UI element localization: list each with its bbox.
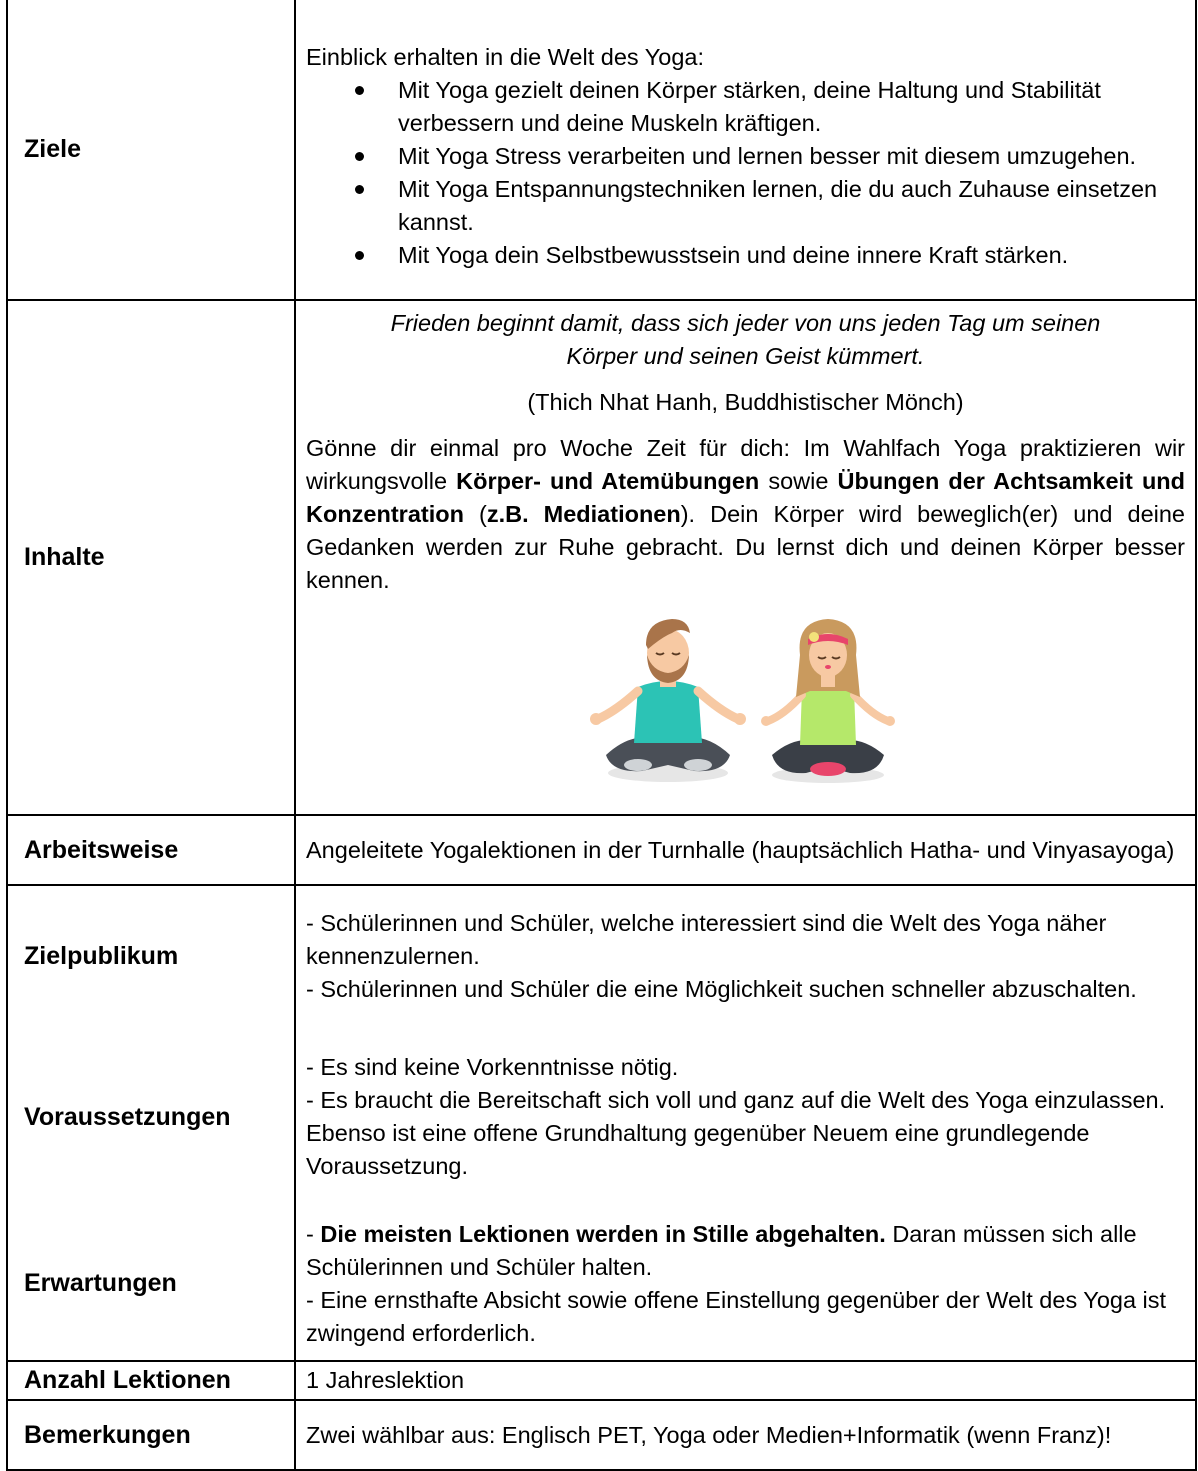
content-voraussetzungen	[295, 1027, 1196, 1207]
erwartungen-rest: Daran müssen sich alle Schülerinnen und Schüler halten.	[306, 1220, 1137, 1280]
erwartungen-prefix: -	[306, 1220, 321, 1247]
list-item: Mit Yoga gezielt deinen Körper stärken, deine Haltung und Stabilität verbessern und deine Muskeln kräftigen.	[398, 74, 1185, 140]
list-item: Mit Yoga Stress verarbeiten und lernen besser mit diesem umzugehen.	[398, 140, 1185, 173]
content-arbeitsweise: Angeleitete Yogalektionen in der Turnhalle (hauptsächlich Hatha- und Vinyasayoga)	[295, 815, 1196, 885]
label-voraussetzungen: Voraussetzungen	[7, 1027, 295, 1207]
label-inhalte: Inhalte	[7, 300, 295, 815]
ziele-bullet-list	[306, 74, 1185, 272]
row-inhalte	[7, 300, 1196, 815]
course-info-table	[6, 0, 1197, 1471]
label-ziele: Ziele	[7, 0, 295, 300]
meditating-woman-icon	[761, 619, 895, 783]
quote-author: (Thich Nhat Hanh, Buddhistischer Mönch)	[527, 389, 964, 415]
description-text: (	[463, 501, 487, 527]
label-erwartungen: Erwartungen	[7, 1207, 295, 1361]
list-item: Mit Yoga dein Selbstbewusstsein und deine innere Kraft stärken.	[398, 239, 1185, 272]
voraussetzungen-line: - Es sind keine Vorkenntnisse nötig.	[306, 1054, 679, 1080]
content-bemerkungen: Zwei wählbar aus: Englisch PET, Yoga oder Medien+Informatik (wenn Franz)!	[295, 1400, 1196, 1470]
label-bemerkungen: Bemerkungen	[7, 1400, 295, 1470]
ziele-intro: Einblick erhalten in die Welt des Yoga:	[306, 43, 705, 70]
content-ziele	[295, 0, 1196, 300]
description-text: sowie	[759, 468, 838, 494]
erwartungen-line	[306, 1218, 1185, 1284]
row-voraussetzungen	[7, 1027, 1196, 1207]
row-arbeitsweise	[7, 815, 1196, 885]
meditating-man-icon	[590, 619, 746, 782]
description-text: ). Dein Körper wird beweglich(er) und deine Gedanken werden zur Ruhe gebracht. Du lernst dich und deinen Körper besser kennen.	[306, 501, 1185, 593]
content-inhalte	[295, 300, 1196, 815]
description-bold: Übungen der Achtsamkeit und Konzentration	[306, 468, 1186, 527]
row-zielpublikum	[7, 885, 1196, 1027]
zielpublikum-line: - Schülerinnen und Schüler die eine Möglichkeit suchen schneller abzuschalten.	[306, 976, 1137, 1002]
zielpublikum-line: - Schülerinnen und Schüler, welche interessiert sind die Welt des Yoga näher kennenzulernen.	[306, 910, 1107, 969]
content-zielpublikum	[295, 885, 1196, 1027]
row-ziele	[7, 0, 1196, 300]
content-erwartungen	[295, 1207, 1196, 1361]
list-item: Mit Yoga Entspannungstechniken lernen, die du auch Zuhause einsetzen kannst.	[398, 173, 1185, 239]
description-bold: z.B. Mediationen	[486, 501, 681, 527]
label-arbeitsweise: Arbeitsweise	[7, 815, 295, 885]
row-anzahl-lektionen	[7, 1361, 1196, 1400]
row-erwartungen	[7, 1207, 1196, 1361]
description-bold: Körper- und Atemübungen	[456, 468, 760, 494]
description-text: Gönne dir einmal pro Woche Zeit für dich: Im Wahlfach Yoga praktizieren wir wirkungsvolle	[306, 435, 1185, 494]
label-zielpublikum: Zielpublikum	[7, 885, 295, 1027]
row-bemerkungen	[7, 1400, 1196, 1470]
meditating-couple-illustration	[576, 615, 916, 785]
label-anzahl-lektionen: Anzahl Lektionen	[7, 1361, 295, 1400]
erwartungen-line: - Eine ernsthafte Absicht sowie offene Einstellung gegenüber der Welt des Yoga ist zwingend erforderlich.	[306, 1286, 1167, 1346]
voraussetzungen-line: - Es braucht die Bereitschaft sich voll und ganz auf die Welt des Yoga einzulassen. Ebenso ist eine offene Grundhaltung gegenüber Neuem eine grundlegende Voraussetzung.	[306, 1087, 1166, 1179]
inhalte-description	[306, 432, 1185, 597]
content-anzahl-lektionen: 1 Jahreslektion	[295, 1361, 1196, 1400]
erwartungen-bold: Die meisten Lektionen werden in Stille abgehalten.	[320, 1220, 886, 1247]
quote-text: Frieden beginnt damit, dass sich jeder von uns jeden Tag um seinen Körper und seinen Geist kümmert.	[390, 310, 1101, 369]
